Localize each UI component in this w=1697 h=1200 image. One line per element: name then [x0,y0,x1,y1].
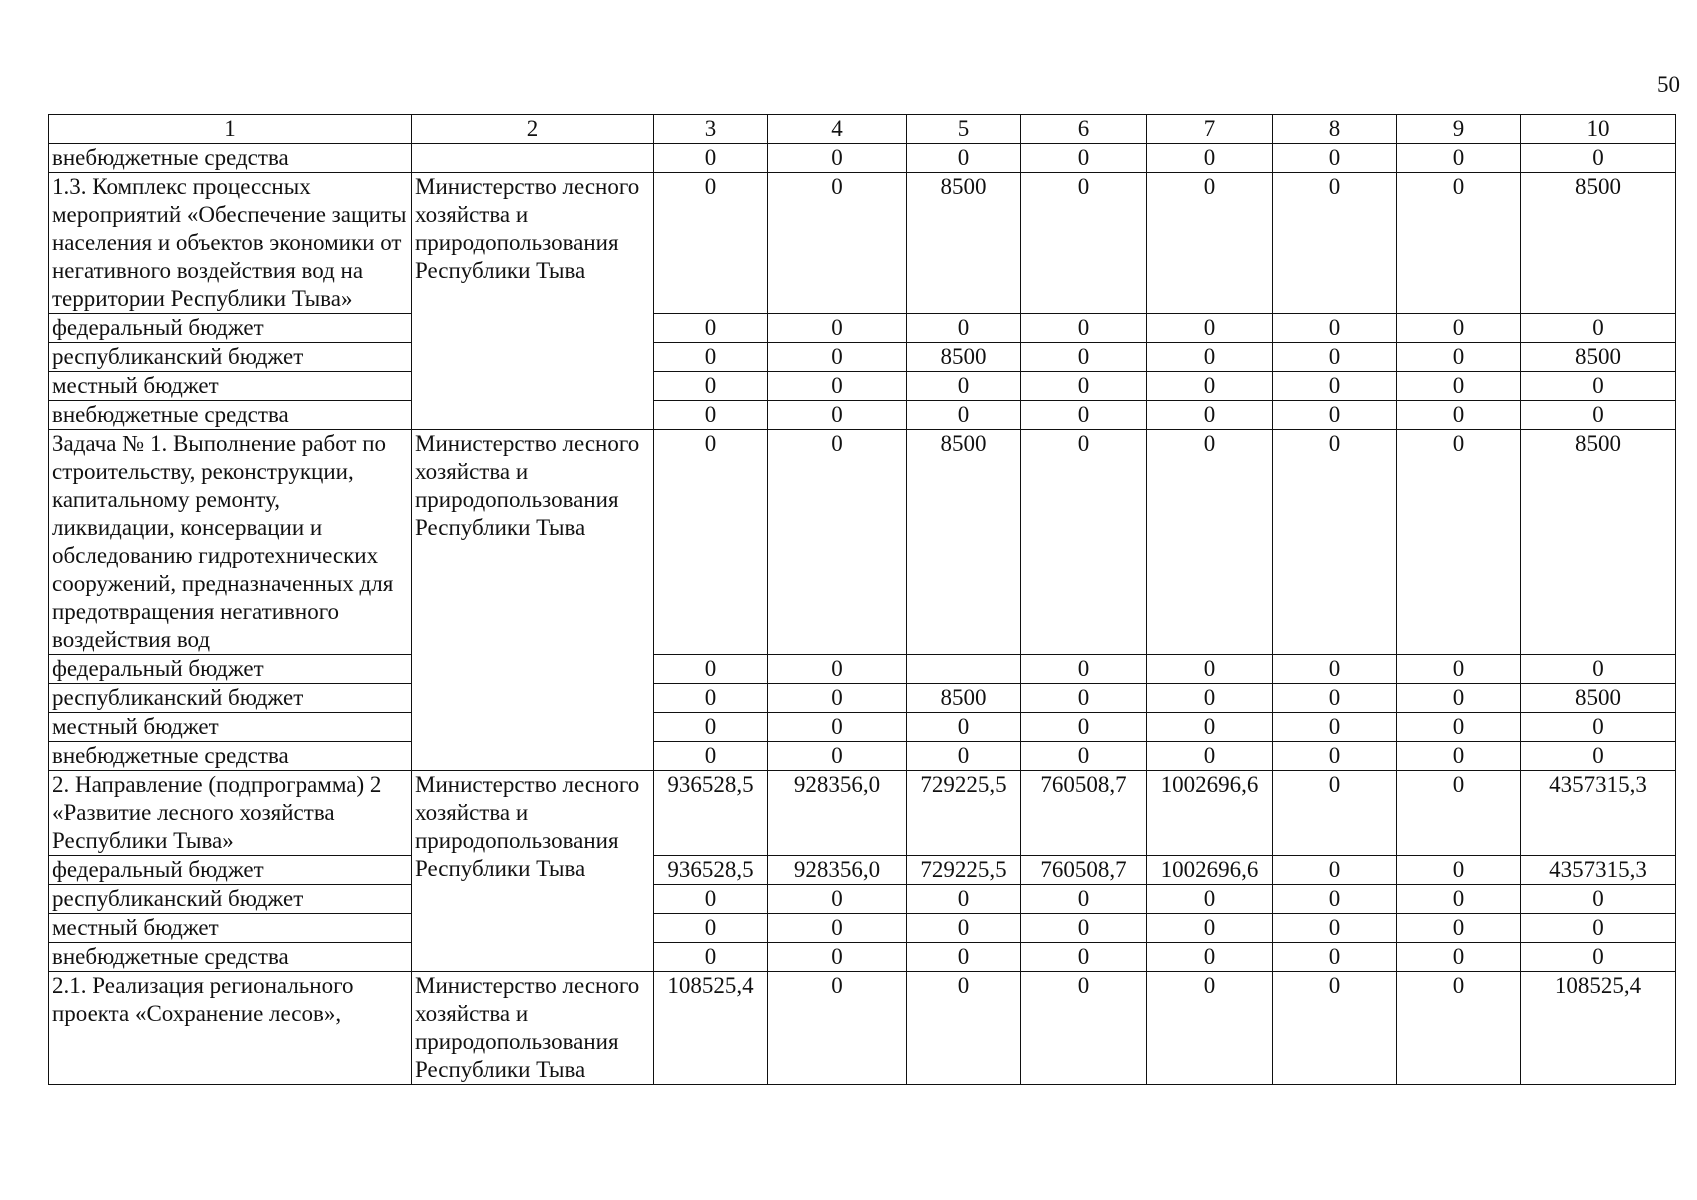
value-cell: 0 [1021,914,1147,943]
table-row [49,372,1676,401]
value-cell: 8500 [1521,173,1676,314]
value-cell: 0 [768,430,907,655]
value-cell: 0 [1021,972,1147,1085]
value-cell: 8500 [907,343,1021,372]
value-cell: 0 [1397,173,1521,314]
value-cell: 0 [768,144,907,173]
table-row [49,713,1676,742]
value-cell: 0 [654,401,768,430]
value-cell: 108525,4 [1521,972,1676,1085]
value-cell: 0 [768,885,907,914]
table-row [49,856,1676,885]
value-cell: 0 [1273,372,1397,401]
row-label: внебюджетные средства [49,943,412,972]
row-label: федеральный бюджет [49,314,412,343]
value-cell: 0 [1147,343,1273,372]
value-cell: 0 [654,885,768,914]
budget-table [48,114,1676,1085]
value-cell: 0 [768,943,907,972]
responsible-agency [412,144,654,173]
value-cell: 0 [907,144,1021,173]
value-cell: 0 [1147,173,1273,314]
value-cell: 0 [768,343,907,372]
value-cell: 0 [1397,771,1521,856]
value-cell: 0 [1273,144,1397,173]
value-cell: 0 [1147,372,1273,401]
value-cell: 0 [1397,684,1521,713]
value-cell: 0 [768,972,907,1085]
value-cell: 0 [1521,401,1676,430]
value-cell: 0 [1021,343,1147,372]
value-cell: 0 [654,655,768,684]
row-label: республиканский бюджет [49,343,412,372]
value-cell: 0 [1147,401,1273,430]
row-label: республиканский бюджет [49,684,412,713]
value-cell: 8500 [907,430,1021,655]
value-cell: 0 [1397,943,1521,972]
table-row [49,885,1676,914]
value-cell: 0 [1273,771,1397,856]
value-cell: 0 [1021,684,1147,713]
value-cell: 0 [1273,972,1397,1085]
value-cell: 0 [654,742,768,771]
responsible-agency: Министерство лесного хозяйства и природопользования Республики Тыва [412,173,654,430]
value-cell: 0 [907,885,1021,914]
value-cell: 8500 [907,173,1021,314]
table-row [49,771,1676,856]
value-cell: 0 [768,655,907,684]
value-cell: 0 [1397,914,1521,943]
row-label: республиканский бюджет [49,885,412,914]
value-cell: 0 [1521,314,1676,343]
responsible-agency: Министерство лесного хозяйства и природопользования Республики Тыва [412,972,654,1085]
value-cell: 0 [1397,856,1521,885]
row-label: 1.3. Комплекс процессных мероприятий «Обеспечение защиты населения и объектов экономики от негативного воздействия вод на территории Республики Тыва» [49,173,412,314]
value-cell: 8500 [1521,684,1676,713]
value-cell: 729225,5 [907,771,1021,856]
value-cell: 0 [1273,742,1397,771]
value-cell: 0 [1021,430,1147,655]
value-cell: 0 [654,144,768,173]
value-cell: 0 [654,173,768,314]
value-cell: 0 [1273,655,1397,684]
value-cell: 0 [654,343,768,372]
value-cell: 0 [907,914,1021,943]
value-cell: 0 [1021,314,1147,343]
value-cell: 8500 [1521,430,1676,655]
value-cell: 0 [1521,713,1676,742]
value-cell: 0 [768,173,907,314]
column-header: 1 [49,115,412,144]
row-label: внебюджетные средства [49,144,412,173]
value-cell: 0 [1397,655,1521,684]
row-label: местный бюджет [49,713,412,742]
value-cell: 0 [1147,684,1273,713]
column-header: 2 [412,115,654,144]
value-cell: 0 [1021,144,1147,173]
row-label: внебюджетные средства [49,401,412,430]
value-cell: 0 [1147,314,1273,343]
table-row [49,684,1676,713]
column-header: 6 [1021,115,1147,144]
table-row [49,144,1676,173]
row-label: внебюджетные средства [49,742,412,771]
value-cell: 0 [1147,430,1273,655]
value-cell: 760508,7 [1021,771,1147,856]
value-cell: 0 [1147,655,1273,684]
value-cell: 0 [1273,885,1397,914]
value-cell: 0 [1397,430,1521,655]
table-row [49,914,1676,943]
value-cell: 0 [1273,684,1397,713]
value-cell: 0 [1521,144,1676,173]
value-cell: 0 [1021,885,1147,914]
value-cell: 936528,5 [654,771,768,856]
value-cell: 0 [1273,401,1397,430]
column-header: 4 [768,115,907,144]
value-cell: 0 [907,372,1021,401]
value-cell: 0 [1521,914,1676,943]
value-cell: 0 [1021,655,1147,684]
value-cell: 0 [907,742,1021,771]
row-label: местный бюджет [49,914,412,943]
value-cell: 4357315,3 [1521,771,1676,856]
value-cell: 0 [1521,742,1676,771]
column-header: 3 [654,115,768,144]
row-label: Задача № 1. Выполнение работ по строительству, реконструкции, капитальному ремонту, ликвидации, консервации и обследованию гидротехнических сооружений, предназначенных для предотвращения негативного воздействия вод [49,430,412,655]
value-cell: 0 [1397,372,1521,401]
value-cell: 0 [768,684,907,713]
table-row [49,343,1676,372]
value-cell: 8500 [907,684,1021,713]
value-cell: 760508,7 [1021,856,1147,885]
column-header: 5 [907,115,1021,144]
value-cell: 108525,4 [654,972,768,1085]
value-cell: 0 [907,943,1021,972]
value-cell: 0 [768,372,907,401]
value-cell: 0 [1397,343,1521,372]
value-cell: 0 [1021,943,1147,972]
value-cell: 0 [1147,713,1273,742]
value-cell: 0 [654,684,768,713]
value-cell: 0 [1397,401,1521,430]
value-cell: 0 [768,713,907,742]
value-cell: 0 [654,372,768,401]
value-cell: 0 [1397,713,1521,742]
table-row [49,655,1676,684]
value-cell: 729225,5 [907,856,1021,885]
row-label: 2.1. Реализация регионального проекта «Сохранение лесов», [49,972,412,1085]
column-header: 8 [1273,115,1397,144]
value-cell: 0 [907,401,1021,430]
value-cell: 936528,5 [654,856,768,885]
value-cell: 0 [1021,173,1147,314]
value-cell: 0 [1021,713,1147,742]
value-cell: 0 [1147,144,1273,173]
table-row [49,943,1676,972]
value-cell: 0 [1273,856,1397,885]
value-cell: 0 [1273,173,1397,314]
value-cell: 0 [768,914,907,943]
value-cell: 0 [1147,972,1273,1085]
row-label: местный бюджет [49,372,412,401]
value-cell: 0 [654,943,768,972]
value-cell: 0 [1273,314,1397,343]
value-cell: 0 [1397,742,1521,771]
value-cell: 0 [1147,914,1273,943]
value-cell: 0 [1397,314,1521,343]
header-row [49,115,1676,144]
value-cell: 0 [907,972,1021,1085]
value-cell: 0 [1273,713,1397,742]
value-cell: 1002696,6 [1147,771,1273,856]
value-cell: 0 [1521,943,1676,972]
value-cell: 0 [1273,430,1397,655]
value-cell: 0 [654,430,768,655]
value-cell: 0 [768,742,907,771]
value-cell: 0 [1397,885,1521,914]
value-cell: 0 [1147,742,1273,771]
value-cell: 0 [1273,943,1397,972]
value-cell [907,655,1021,684]
value-cell: 0 [768,401,907,430]
value-cell: 0 [768,314,907,343]
table-row [49,430,1676,655]
value-cell: 0 [1273,343,1397,372]
value-cell: 0 [1521,885,1676,914]
value-cell: 0 [1397,972,1521,1085]
value-cell: 0 [1397,144,1521,173]
row-label: федеральный бюджет [49,655,412,684]
responsible-agency: Министерство лесного хозяйства и природопользования Республики Тыва [412,771,654,972]
table-row [49,314,1676,343]
value-cell: 0 [654,914,768,943]
table-row [49,173,1676,314]
row-label: 2. Направление (подпрограмма) 2 «Развитие лесного хозяйства Республики Тыва» [49,771,412,856]
column-header: 10 [1521,115,1676,144]
value-cell: 0 [1273,914,1397,943]
value-cell: 0 [1021,401,1147,430]
value-cell: 1002696,6 [1147,856,1273,885]
value-cell: 0 [1147,885,1273,914]
responsible-agency: Министерство лесного хозяйства и природопользования Республики Тыва [412,430,654,771]
value-cell: 0 [1021,372,1147,401]
value-cell: 0 [1521,372,1676,401]
row-label: федеральный бюджет [49,856,412,885]
table-row [49,972,1676,1085]
value-cell: 0 [1021,742,1147,771]
value-cell: 8500 [1521,343,1676,372]
value-cell: 0 [1521,655,1676,684]
value-cell: 4357315,3 [1521,856,1676,885]
page-number: 50 [1657,72,1680,97]
value-cell: 0 [907,314,1021,343]
value-cell: 0 [654,713,768,742]
table-row [49,401,1676,430]
column-header: 7 [1147,115,1273,144]
value-cell: 0 [907,713,1021,742]
table-row [49,742,1676,771]
value-cell: 0 [1147,943,1273,972]
value-cell: 0 [654,314,768,343]
value-cell: 928356,0 [768,771,907,856]
value-cell: 928356,0 [768,856,907,885]
column-header: 9 [1397,115,1521,144]
